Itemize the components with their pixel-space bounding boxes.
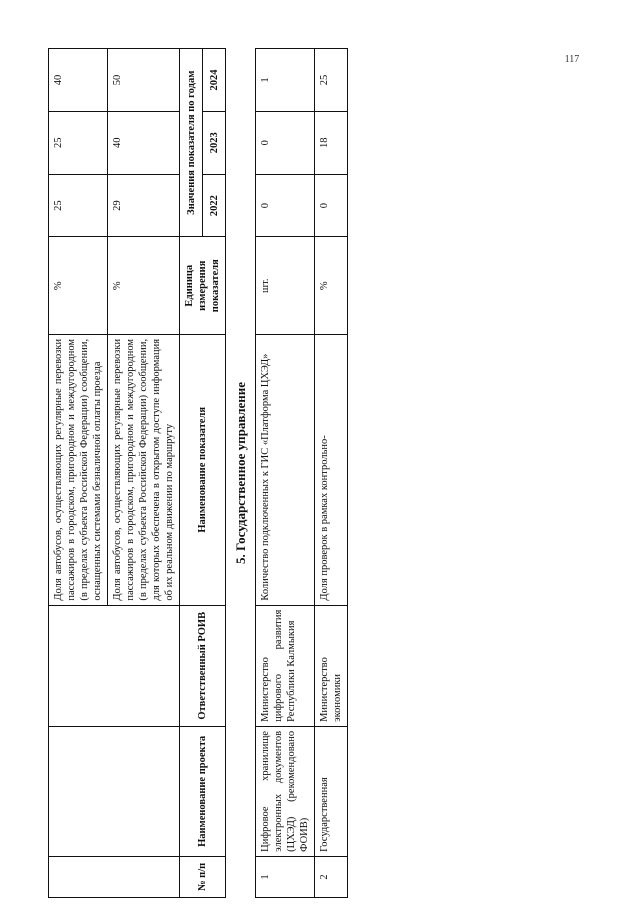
header-roiv: Ответственный РОИВ: [180, 605, 226, 726]
indicator-cell: Доля автобусов, осуществляющих регулярные перевозки пассажиров в городском, пригородном и междугородном (в пределах субъекта Российской Федерации) сообщении, для которых обеспечена в открытом доступе информация об их реальном движении по маршруту: [108, 334, 180, 605]
indicator-cell: Доля проверок в рамках контрольно-: [315, 334, 348, 605]
value-2024: 50: [108, 49, 180, 112]
page-number: 117: [564, 54, 580, 65]
unit-cell: шт.: [256, 237, 315, 334]
value-2022: 0: [315, 174, 348, 237]
project-cell: Государственная: [315, 726, 348, 856]
unit-cell: %: [49, 237, 108, 334]
row-num: 1: [256, 856, 315, 897]
roiv-cell: Министерство экономики: [315, 605, 348, 726]
header-indicator: Наименование показателя: [180, 334, 226, 605]
indicator-cell: Доля автобусов, осуществляющих регулярные перевозки пассажиров в городском, пригородном и междугородном (в пределах субъекта Российской Федерации) сообщении, оснащенных системами безналичной оплаты проезда: [49, 334, 108, 605]
header-num: № п/п: [180, 856, 226, 897]
section-row: [226, 49, 256, 898]
header-year: 2023: [203, 111, 226, 174]
value-2024: 1: [256, 49, 315, 112]
header-year: 2024: [203, 49, 226, 112]
carry-project-cell: [49, 726, 180, 856]
section-title: 5. Государственное управление: [226, 49, 256, 898]
header-unit: Единица измерения показателя: [180, 237, 226, 334]
project-cell: Цифровое хранилище электронных документов (ЦХЭД) (рекомендовано ФОИВ): [256, 726, 315, 856]
row-num: 2: [315, 856, 348, 897]
value-2022: 29: [108, 174, 180, 237]
value-2023: 18: [315, 111, 348, 174]
value-2023: 25: [49, 111, 108, 174]
unit-cell: %: [315, 237, 348, 334]
carry-roiv-cell: [49, 605, 180, 726]
unit-cell: %: [108, 237, 180, 334]
carry-num-cell: [49, 856, 180, 897]
header-year: 2022: [203, 174, 226, 237]
header-row: [180, 49, 203, 898]
value-2022: 0: [256, 174, 315, 237]
indicators-table: [48, 48, 348, 898]
indicator-cell: Количество подключенных к ГИС «Платформа ЦХЭД»: [256, 334, 315, 605]
table-row: [256, 49, 315, 898]
value-2024: 25: [315, 49, 348, 112]
value-2024: 40: [49, 49, 108, 112]
header-project: Наименование проекта: [180, 726, 226, 856]
carry-row: [49, 49, 108, 898]
rotated-table-frame: [48, 48, 528, 898]
header-values-group: Значения показателя по годам: [180, 49, 203, 237]
value-2023: 0: [256, 111, 315, 174]
roiv-cell: Министерство цифрового развития Республики Калмыкия: [256, 605, 315, 726]
value-2022: 25: [49, 174, 108, 237]
value-2023: 40: [108, 111, 180, 174]
table-row: [315, 49, 348, 898]
